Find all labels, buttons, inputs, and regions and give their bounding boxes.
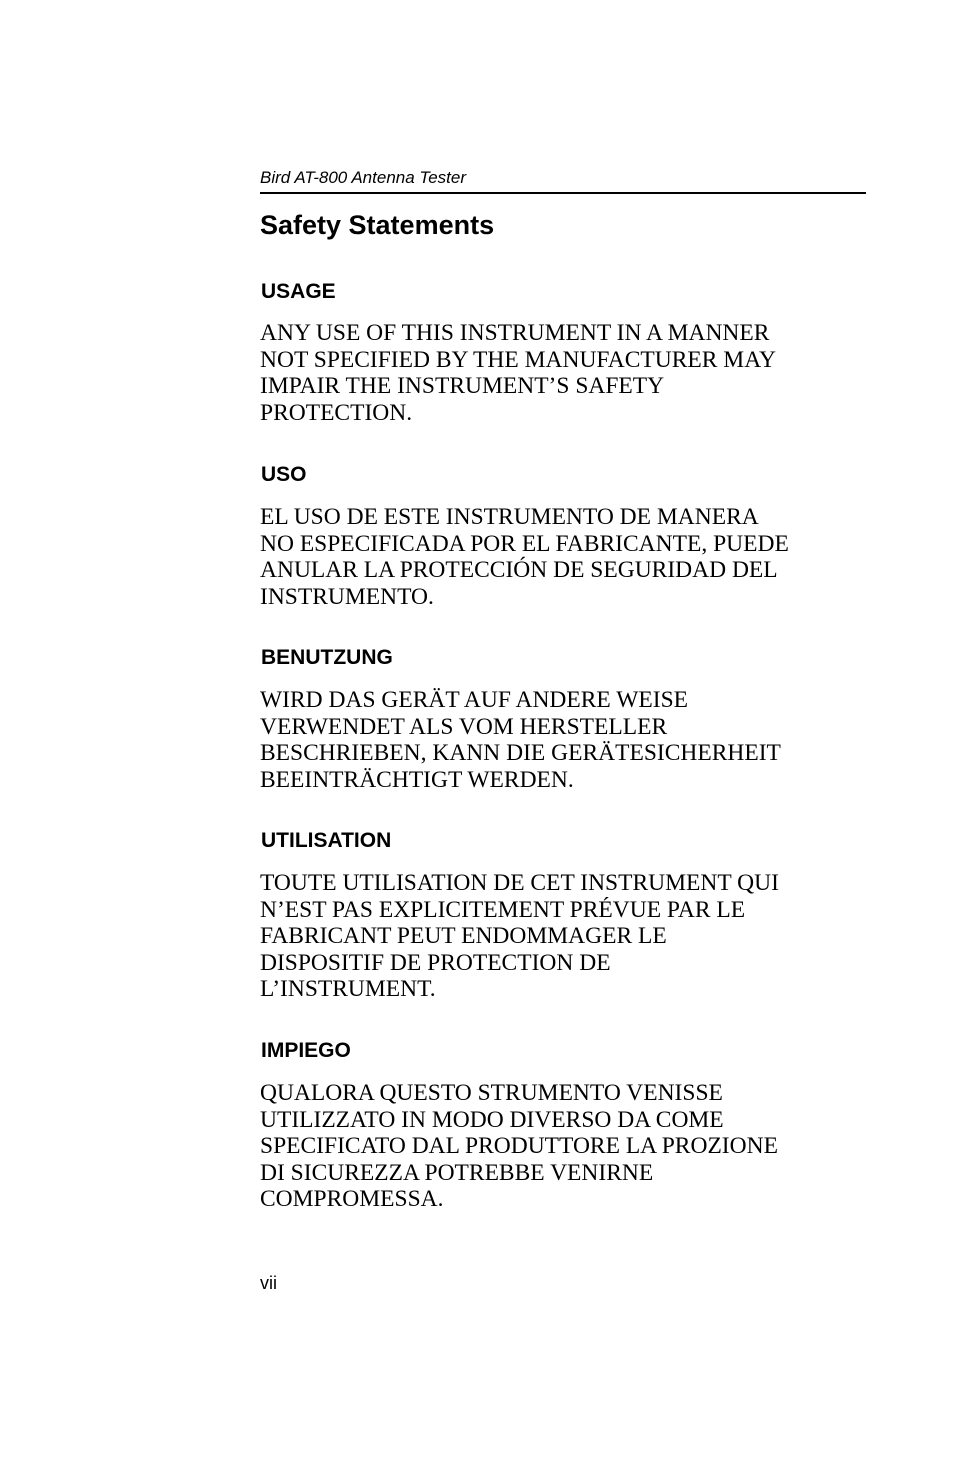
body-line: VERWENDET ALS VOM HERSTELLER bbox=[260, 713, 668, 740]
running-header: Bird AT-800 Antenna Tester bbox=[260, 168, 866, 194]
section-body-impiego bbox=[260, 1080, 870, 1213]
body-line: ANULAR LA PROTECCIÓN DE SEGURIDAD DEL bbox=[260, 557, 778, 583]
section-heading-utilisation: UTILISATION bbox=[261, 829, 392, 852]
section-body-uso bbox=[260, 504, 870, 610]
body-line: ANY USE OF THIS INSTRUMENT IN A MANNER bbox=[260, 320, 770, 346]
body-line: FABRICANT PEUT ENDOMMAGER LE bbox=[260, 923, 667, 949]
section-heading-benutzung: BENUTZUNG bbox=[261, 646, 393, 669]
section-heading-uso: USO bbox=[261, 463, 307, 486]
body-line: SPECIFICATO DAL PRODUTTORE LA PROZIONE bbox=[260, 1133, 778, 1159]
body-line: BESCHRIEBEN, KANN DIE GERÄTESICHERHEIT bbox=[260, 740, 781, 766]
section-body-benutzung bbox=[260, 687, 870, 793]
section-heading-impiego: IMPIEGO bbox=[261, 1039, 351, 1062]
body-line: INSTRUMENTO. bbox=[260, 583, 434, 610]
body-line: IMPAIR THE INSTRUMENT’S SAFETY bbox=[260, 373, 665, 399]
body-line: NO ESPECIFICADA POR EL FABRICANTE, PUEDE bbox=[260, 530, 789, 557]
section-heading-usage: USAGE bbox=[261, 280, 336, 303]
body-line: EL USO DE ESTE INSTRUMENTO DE MANERA bbox=[260, 504, 759, 530]
body-line: COMPROMESSA. bbox=[260, 1186, 444, 1212]
body-line: L’INSTRUMENT. bbox=[260, 976, 436, 1002]
body-line: N’EST PAS EXPLICITEMENT PRÉVUE PAR LE bbox=[260, 896, 746, 923]
body-line: UTILIZZATO IN MODO DIVERSO DA COME bbox=[260, 1106, 724, 1133]
body-line: BEEINTRÄCHTIGT WERDEN. bbox=[260, 766, 574, 793]
page-number: vii bbox=[260, 1273, 277, 1293]
body-line: NOT SPECIFIED BY THE MANUFACTURER MAY bbox=[260, 346, 776, 373]
body-line: DISPOSITIF DE PROTECTION DE bbox=[260, 949, 611, 976]
body-line: DI SICUREZZA POTREBBE VENIRNE bbox=[260, 1159, 654, 1186]
section-body-utilisation bbox=[260, 870, 870, 1003]
body-line: PROTECTION. bbox=[260, 399, 413, 426]
body-line: TOUTE UTILISATION DE CET INSTRUMENT QUI bbox=[260, 870, 779, 896]
page-title: Safety Statements bbox=[260, 210, 495, 240]
section-body-usage bbox=[260, 320, 870, 426]
body-line: QUALORA QUESTO STRUMENTO VENISSE bbox=[260, 1080, 723, 1106]
body-line: WIRD DAS GERÄT AUF ANDERE WEISE bbox=[260, 687, 689, 713]
